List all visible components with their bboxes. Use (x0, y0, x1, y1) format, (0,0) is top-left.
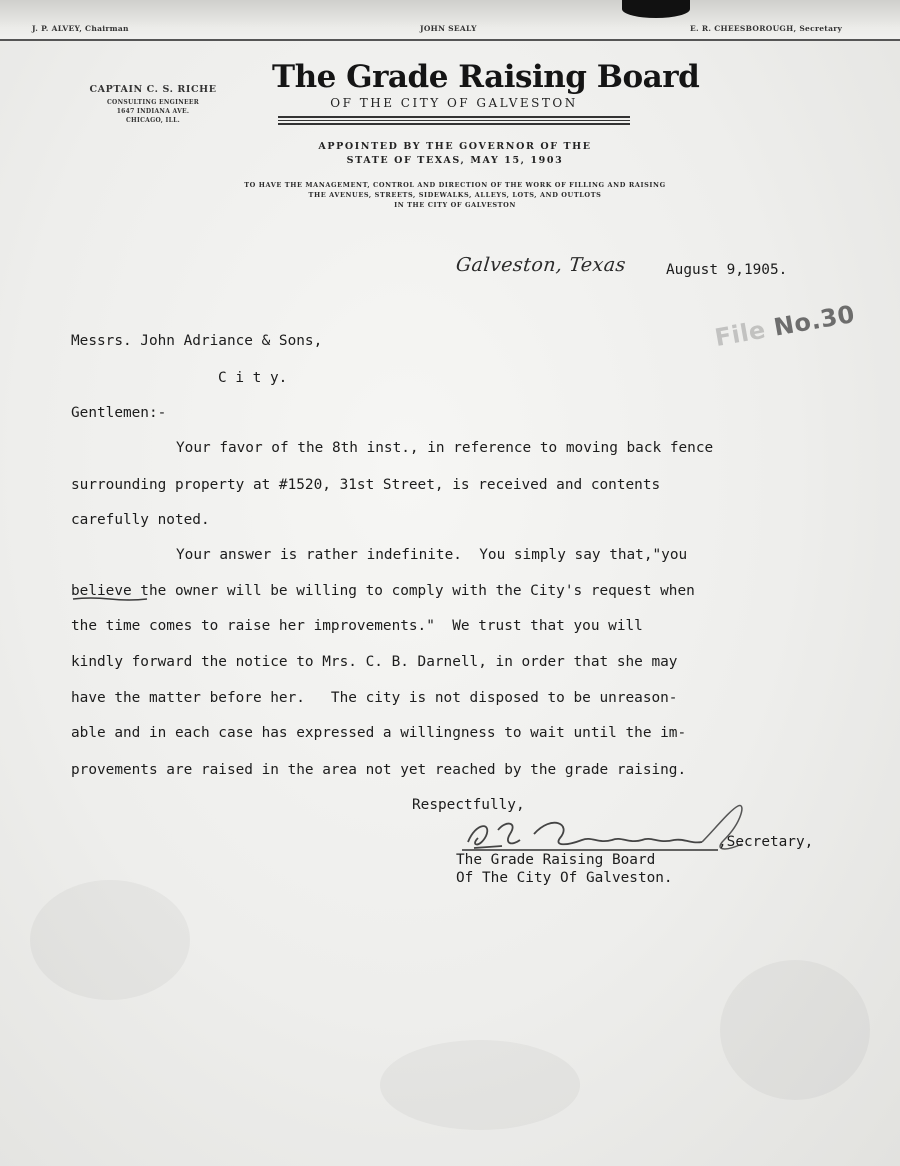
body-line: surrounding property at #1520, 31st Street, is received and contents (71, 477, 661, 493)
believe-underline (72, 596, 148, 602)
paper-stain (30, 880, 190, 1000)
body-line: carefully noted. (71, 512, 210, 528)
masthead-rules (278, 116, 630, 125)
officer-chairman: J. P. ALVEY, Chairman (32, 24, 129, 33)
mandate-line: TO HAVE THE MANAGEMENT, CONTROL AND DIRECTION OF THE WORK OF FILLING AND RAISING (244, 181, 666, 189)
ink-blot (622, 0, 690, 18)
engineer-city: CHICAGO, ILL. (125, 117, 181, 124)
masthead-rule (278, 123, 630, 125)
engineer-address: 1647 INDIANA AVE. (116, 108, 190, 115)
masthead-rule (278, 116, 630, 118)
board-title: The Grade Raising Board (272, 59, 700, 95)
appointment-line: APPOINTED BY THE GOVERNOR OF THE (318, 141, 592, 152)
officer-member: JOHN SEALY (420, 24, 477, 33)
stamp-prefix: File (712, 315, 768, 353)
salutation: Gentlemen:- (71, 405, 167, 421)
mandate-line: THE AVENUES, STREETS, SIDEWALKS, ALLEYS, LOTS, AND OUTLOTS (308, 191, 602, 199)
body-line: believe the owner will be willing to comply with the City's request when (71, 583, 695, 599)
mandate-notice (140, 180, 770, 210)
engineer-name: CAPTAIN C. S. RICHE (89, 84, 217, 95)
body-line: Your favor of the 8th inst., in reference to moving back fence (176, 440, 714, 456)
body-line: the time comes to raise her improvements." We trust that you will (71, 618, 643, 634)
body-line: provements are raised in the area not yet reached by the grade raising. (71, 762, 687, 778)
masthead (272, 58, 700, 127)
paper-stain (720, 960, 870, 1100)
signer-organization-city: Of The City Of Galveston. (456, 870, 673, 886)
dateline-place: Galveston, Texas (454, 254, 628, 276)
engineer-block (58, 84, 248, 125)
body-line: Your answer is rather indefinite. You simply say that,"you (176, 547, 688, 563)
dateline-date: August 9,1905. (666, 262, 788, 278)
top-rule (0, 39, 900, 41)
body-line: able and in each case has expressed a willingness to wait until the im- (71, 725, 687, 741)
engineer-title: CONSULTING ENGINEER (106, 99, 200, 106)
addressee-city: C i t y. (218, 370, 288, 386)
file-stamp (713, 300, 857, 352)
signer-organization: The Grade Raising Board (456, 852, 656, 868)
masthead-rule (278, 120, 630, 121)
mandate-line: IN THE CITY OF GALVESTON (394, 201, 516, 209)
valediction: Respectfully, (412, 797, 525, 813)
board-subtitle: OF THE CITY OF GALVESTON (330, 96, 578, 110)
stamp-number: No.30 (771, 299, 857, 342)
appointment-line: STATE OF TEXAS, MAY 15, 1903 (346, 155, 564, 166)
letterhead-top-strip (0, 0, 900, 40)
body-line: kindly forward the notice to Mrs. C. B. Darnell, in order that she may (71, 654, 678, 670)
signer-title: ,Secretary, (718, 834, 814, 850)
addressee-name: Messrs. John Adriance & Sons, (71, 333, 323, 349)
paper-stain (380, 1040, 580, 1130)
officer-secretary: E. R. CHEESBOROUGH, Secretary (690, 24, 843, 33)
appointment-notice (270, 140, 640, 168)
body-line: have the matter before her. The city is not disposed to be unreason- (71, 690, 678, 706)
